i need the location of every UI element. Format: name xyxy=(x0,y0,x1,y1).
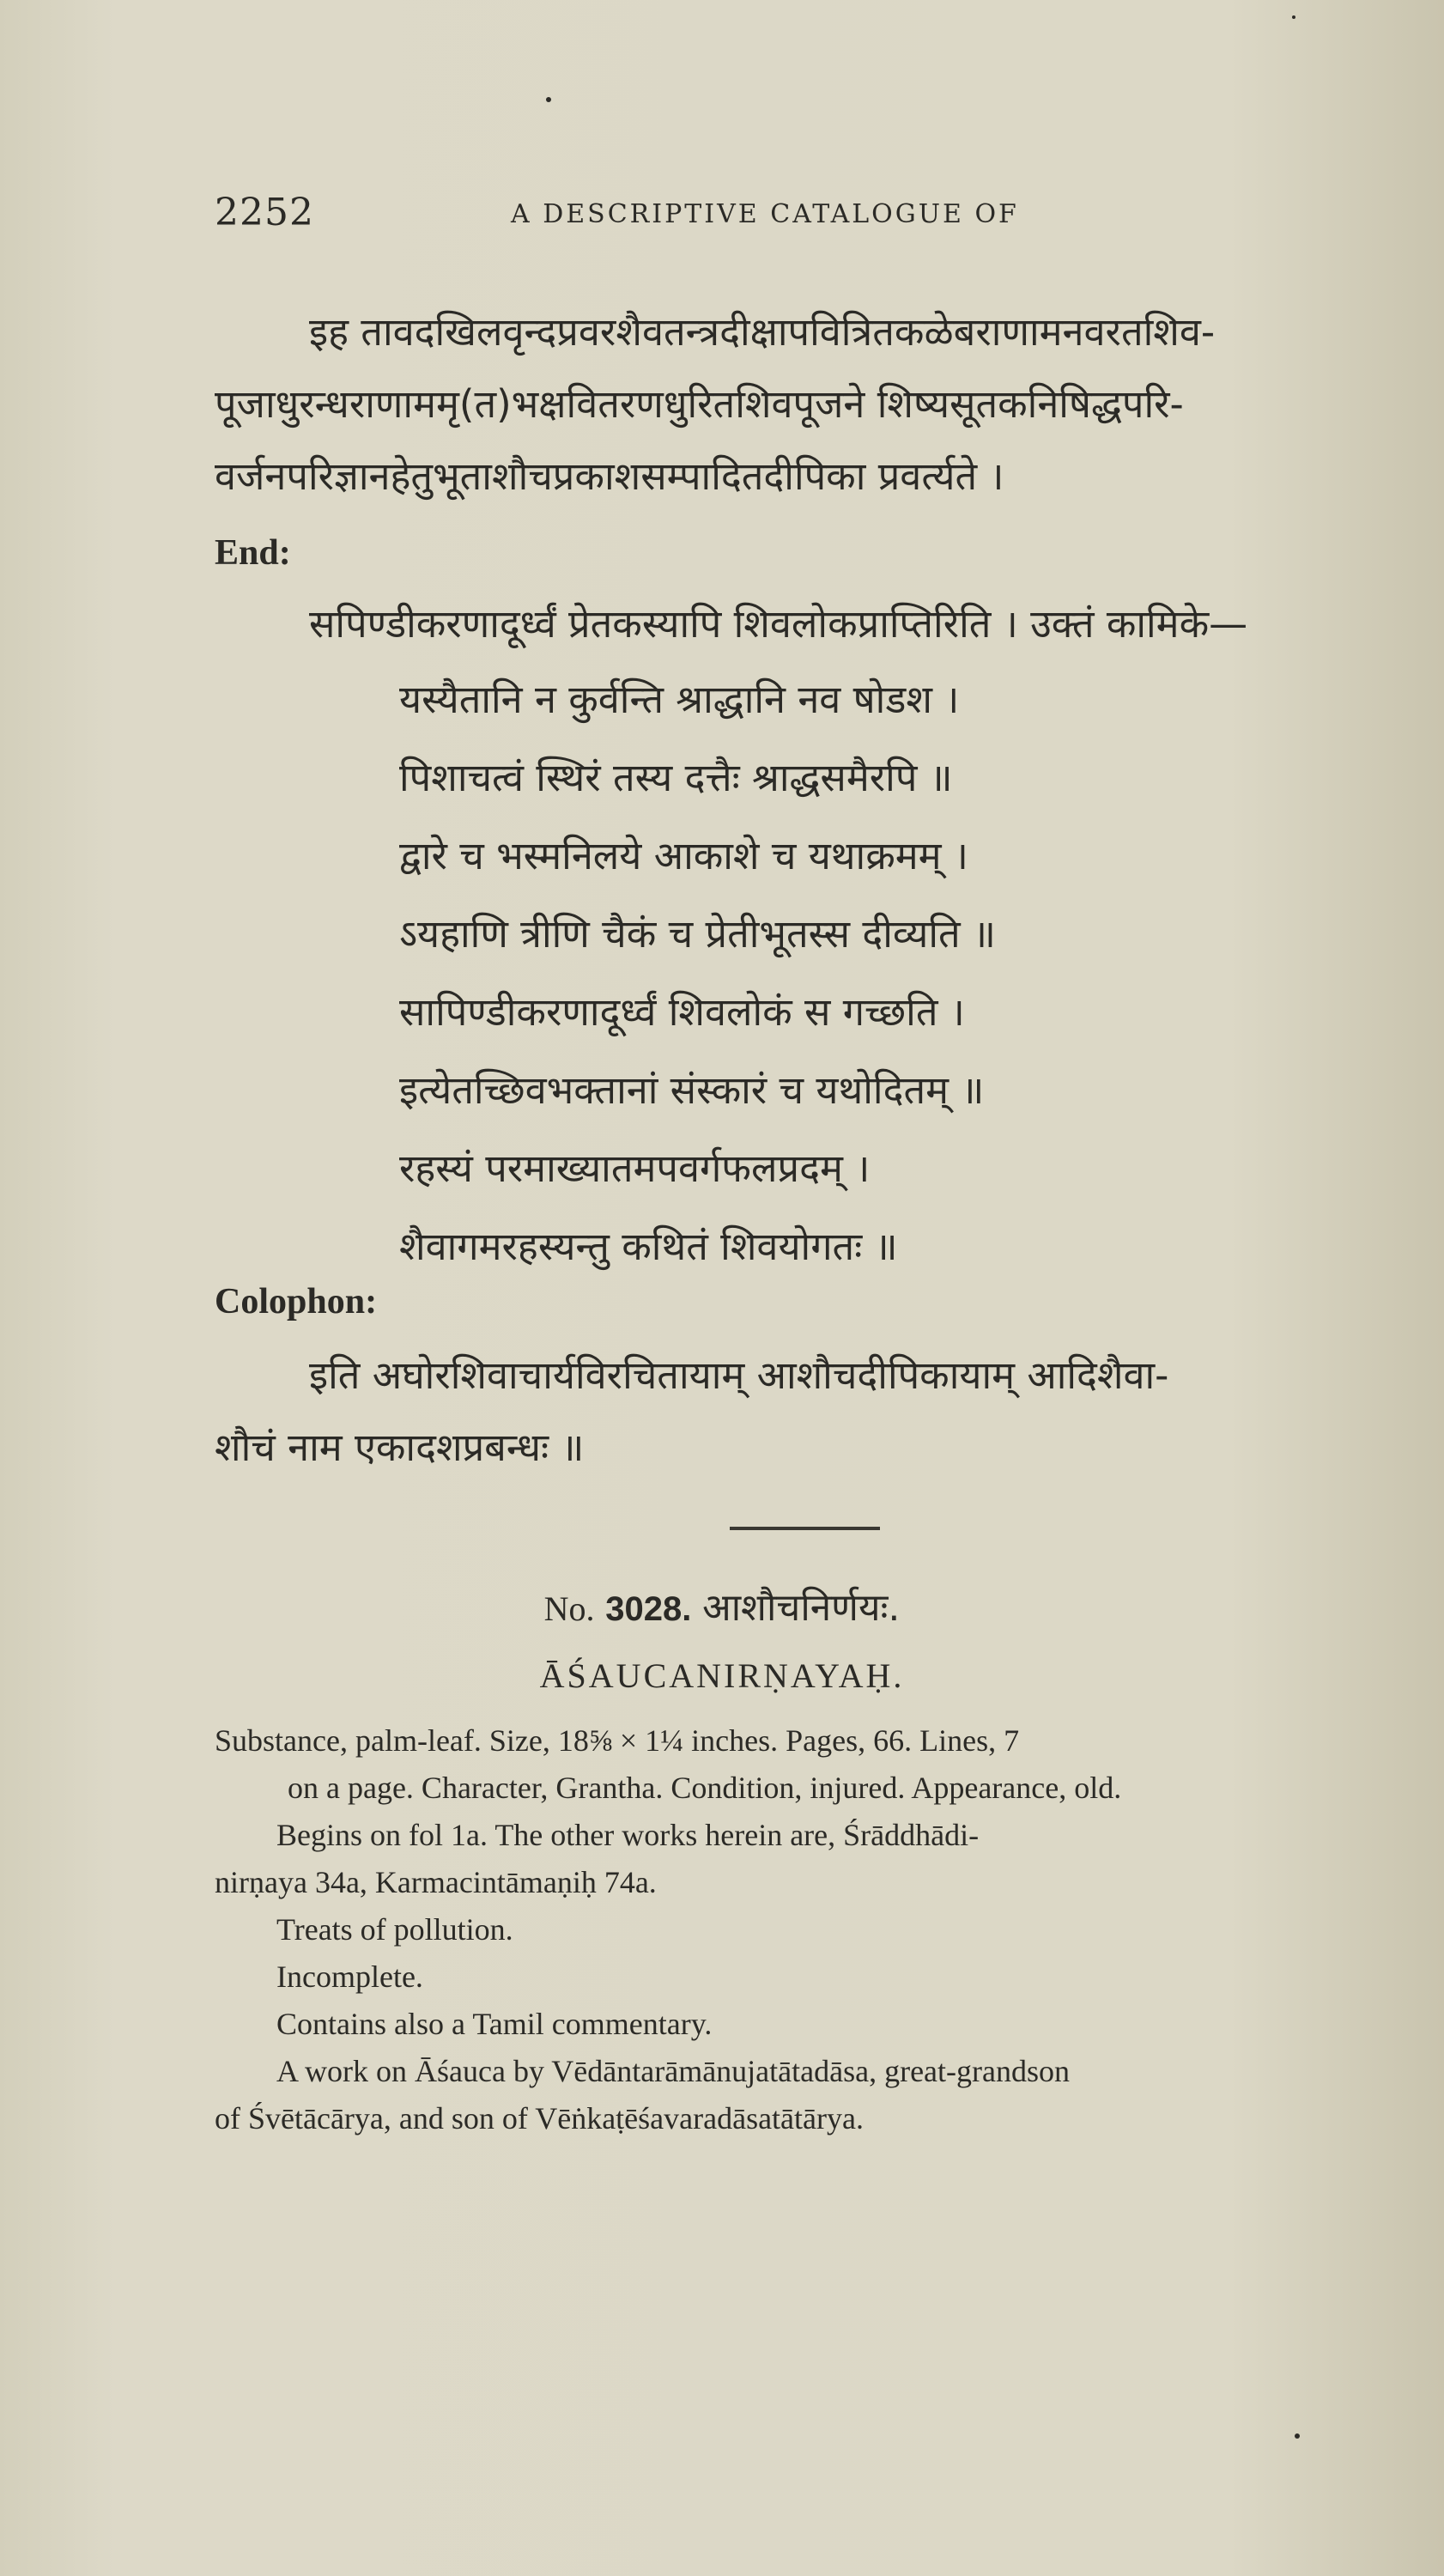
verse-line: रहस्यं परमाख्यातमपवर्गफलप्रदम् । xyxy=(399,1145,871,1191)
tamil-line: Contains also a Tamil commentary. xyxy=(276,2007,713,2041)
end-first-line: सपिण्डीकरणादूर्ध्वं प्रेतकस्यापि शिवलोकप्राप्तिरिति । उक्तं कामिके— xyxy=(309,601,1248,647)
running-title: A DESCRIPTIVE CATALOGUE OF xyxy=(511,199,1019,229)
work-continuation: of Śvētācārya, and son of Vēṅkaṭēśavaradāsatātārya. xyxy=(215,2101,864,2136)
substance-paragraph xyxy=(215,1717,1399,1812)
verse-line: शैवागमरहस्यन्तु कथितं शिवयोगतः ॥ xyxy=(399,1224,898,1269)
colophon-line: शौचं नाम एकादशप्रबन्धः ॥ xyxy=(215,1425,585,1470)
entry-transliterated-title: ĀŚAUCANIRṆAYAḤ. xyxy=(539,1656,905,1695)
entry-heading xyxy=(0,1580,1444,1631)
treats-line: Treats of pollution. xyxy=(276,1912,513,1947)
entry-devanagari-title: आशौचनिर्णयः. xyxy=(702,1586,901,1630)
verse-line: ऽयहाणि त्रीणि चैकं च प्रेतीभूतस्स दीव्यति ॥ xyxy=(399,911,996,957)
intro-line: वर्जनपरिज्ञानहेतुभूताशौचप्रकाशसम्पादितदीपिका प्रवर्त्यते । xyxy=(215,453,1004,499)
end-passage xyxy=(215,588,1408,1285)
colophon-passage xyxy=(215,1340,1408,1484)
page-header xyxy=(215,191,1399,242)
entry-number: 3028. xyxy=(605,1590,692,1628)
intro-line: पूजाधुरन्धराणाममृ(त)भक्षवितरणधुरितशिवपूजने शिष्यसूतकनिषिद्धपरि- xyxy=(215,381,1184,427)
paper-speck xyxy=(1295,2433,1300,2439)
paper-speck xyxy=(546,97,551,102)
verse-line: पिशाचत्वं स्थिरं तस्य दत्तैः श्राद्धसमैरपि ॥ xyxy=(399,755,953,800)
begins-first-line: Begins on fol 1a. The other works herein are, Śrāddhādi- xyxy=(276,1818,980,1852)
intro-line: इह तावदखिलवृन्दप्रवरशैवतन्त्रदीक्षापवित्रितकळेबराणामनवरतशिव- xyxy=(309,309,1216,355)
end-label: End: xyxy=(215,533,291,573)
entry-description xyxy=(215,1717,1399,2142)
colophon-label: Colophon: xyxy=(215,1282,378,1321)
work-first-line: A work on Āśauca by Vēdāntarāmānujatātadāsa, great-grandson xyxy=(276,2054,1070,2088)
section-divider xyxy=(730,1527,880,1530)
begins-continuation: nirṇaya 34a, Karmacintāmaṇiḥ 74a. xyxy=(215,1865,657,1899)
substance-first-line: Substance, palm-leaf. Size, 18⅝ × 1¼ inches. Pages, 66. Lines, 7 xyxy=(215,1723,1020,1758)
substance-continuation: on a page. Character, Grantha. Condition, injured. Appearance, old. xyxy=(288,1771,1122,1805)
verse-line: यस्यैतानि न कुर्वन्ति श्राद्धानि नव षोडश । xyxy=(399,677,960,722)
verse-line: इत्येतच्छिवभक्तानां संस्कारं च यथोदितम् ॥ xyxy=(399,1067,985,1113)
intro-passage xyxy=(215,296,1408,513)
incomplete-line: Incomplete. xyxy=(276,1959,423,1994)
colophon-line: इति अघोरशिवाचार्यविरचितायाम् आशौचदीपिकायाम् आदिशैवा- xyxy=(309,1352,1169,1398)
paper-speck xyxy=(1292,15,1295,19)
verse-line: द्वारे च भस्मनिलये आकाशे च यथाक्रमम् । xyxy=(399,833,968,878)
page-number: 2252 xyxy=(215,191,314,234)
entry-no-label: No. xyxy=(543,1589,595,1628)
begins-paragraph xyxy=(215,1812,1399,1859)
verse-line: सापिण्डीकरणादूर्ध्वं शिवलोकं स गच्छति । xyxy=(399,989,965,1035)
